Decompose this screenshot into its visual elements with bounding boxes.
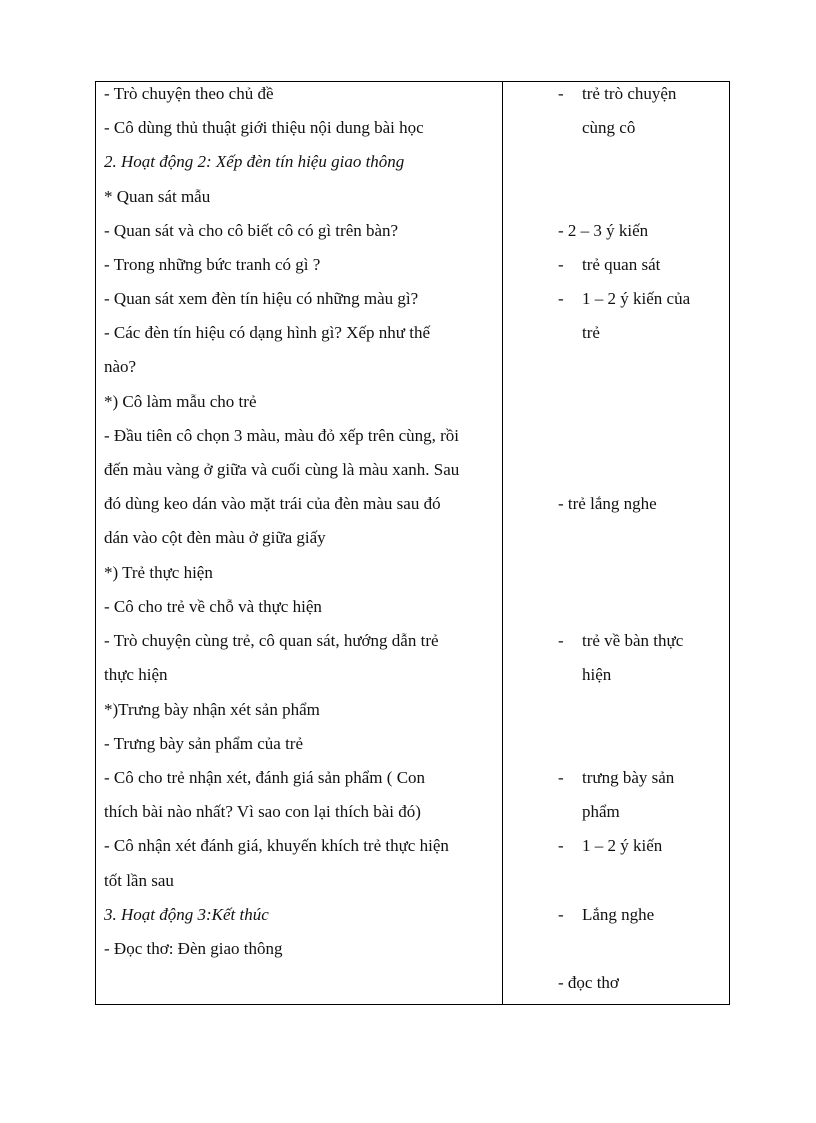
left-line: - Trong những bức tranh có gì ?: [104, 255, 321, 274]
left-line: dán vào cột đèn màu ở giữa giấy: [104, 528, 326, 547]
left-line: *) Trẻ thực hiện: [104, 563, 213, 582]
bullet-dash: -: [558, 255, 564, 274]
left-line: - Trò chuyện theo chủ đề: [104, 84, 274, 103]
left-line: *)Trưng bày nhận xét sản phẩm: [104, 700, 320, 719]
bullet-dash: -: [558, 84, 564, 103]
right-line: trẻ: [582, 323, 600, 342]
left-line: - Các đèn tín hiệu có dạng hình gì? Xếp như thế: [104, 323, 430, 342]
left-line: nào?: [104, 357, 137, 376]
column-divider: [502, 81, 503, 1005]
left-line: - Trưng bày sản phẩm của trẻ: [104, 734, 304, 753]
left-line: thích bài nào nhất? Vì sao con lại thích bài đó): [104, 802, 421, 821]
right-line: trẻ về bàn thực: [582, 631, 684, 650]
right-line: cùng cô: [582, 118, 636, 137]
right-line: 1 – 2 ý kiến: [582, 836, 663, 855]
right-line: Lắng nghe: [582, 905, 655, 924]
bullet-dash: -: [558, 289, 564, 308]
right-line: trưng bày sản: [582, 768, 675, 787]
right-line: trẻ quan sát: [582, 255, 661, 274]
left-line: đến màu vàng ở giữa và cuối cùng là màu xanh. Sau: [104, 460, 460, 479]
left-line: - Quan sát xem đèn tín hiệu có những màu gì?: [104, 289, 419, 308]
left-line: - Cô cho trẻ về chỗ và thực hiện: [104, 597, 322, 616]
right-line: 1 – 2 ý kiến của: [582, 289, 691, 308]
left-line: - Đọc thơ: Đèn giao thông: [104, 939, 283, 958]
left-line: * Quan sát mẫu: [104, 187, 211, 206]
left-line: tốt lần sau: [104, 871, 174, 890]
right-line: - 2 – 3 ý kiến: [558, 221, 649, 240]
bullet-dash: -: [558, 768, 564, 787]
bullet-dash: -: [558, 631, 564, 650]
left-line: - Quan sát và cho cô biết cô có gì trên bàn?: [104, 221, 399, 240]
left-line: - Cô nhận xét đánh giá, khuyến khích trẻ thực hiện: [104, 836, 449, 855]
bullet-dash: -: [558, 905, 564, 924]
section-heading: 2. Hoạt động 2: Xếp đèn tín hiệu giao thông: [104, 152, 405, 171]
left-line: *) Cô làm mẫu cho trẻ: [104, 392, 257, 411]
right-line: - trẻ lắng nghe: [558, 494, 657, 513]
left-line: - Trò chuyện cùng trẻ, cô quan sát, hướng dẫn trẻ: [104, 631, 439, 650]
right-line: - đọc thơ: [558, 973, 619, 992]
right-line: trẻ trò chuyện: [582, 84, 677, 103]
right-line: phẩm: [582, 802, 620, 821]
left-line: thực hiện: [104, 665, 168, 684]
right-line: hiện: [582, 665, 612, 684]
section-heading: 3. Hoạt động 3:Kết thúc: [104, 905, 269, 924]
bullet-dash: -: [558, 836, 564, 855]
left-line: đó dùng keo dán vào mặt trái của đèn màu sau đó: [104, 494, 441, 513]
left-line: - Đầu tiên cô chọn 3 màu, màu đỏ xếp trên cùng, rồi: [104, 426, 460, 445]
left-line: - Cô dùng thủ thuật giới thiệu nội dung bài học: [104, 118, 424, 137]
left-line: - Cô cho trẻ nhận xét, đánh giá sản phẩm ( Con: [104, 768, 426, 787]
